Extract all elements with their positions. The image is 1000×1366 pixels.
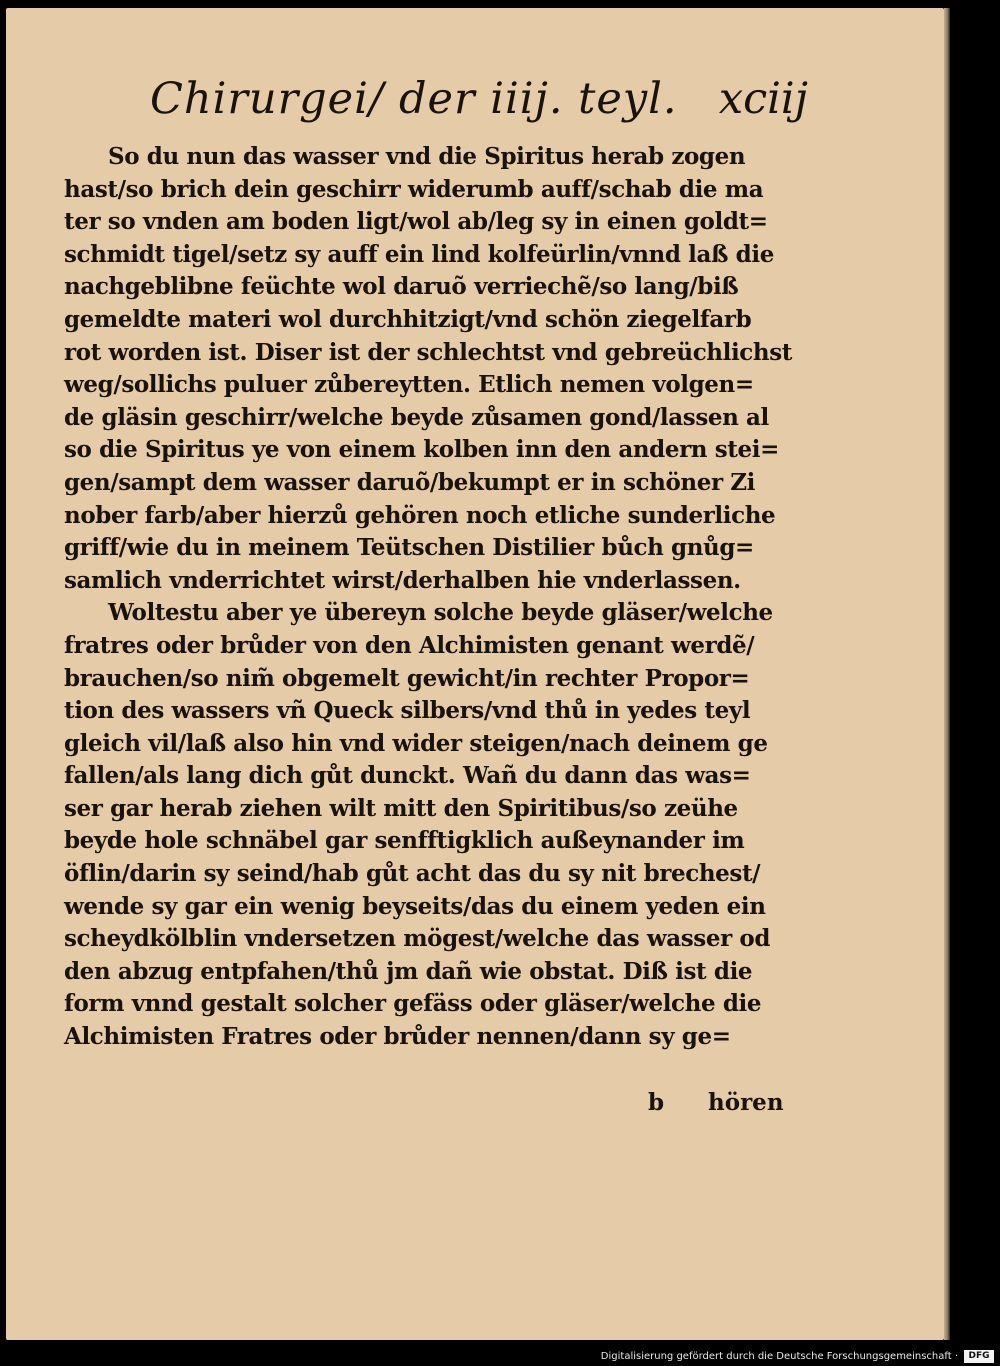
text-line: ser gar herab ziehen wilt mitt den Spiritibus/so zeühe [64,794,738,822]
text-line: öflin/darin sy seind/hab gůt acht das du sy nit brechest/ [64,860,761,888]
text-line: ter so vnden am boden ligt/wol ab/leg sy in einen goldt= [64,208,768,236]
text-line: Alchimisten Fratres oder brůder nennen/dann sy ge= [64,1023,731,1051]
page-edge [944,8,950,1340]
text-line: So du nun das wasser vnd die Spiritus herab zogen [108,143,746,170]
text-line: nober farb/aber hierzů gehören noch etliche sunderliche [64,501,776,529]
digitization-credit: Digitalisierung gefördert durch die Deutsche Forschungsgemeinschaft · [600,1351,958,1362]
text-line: fratres oder brůder von den Alchimisten genant werdẽ/ [64,631,755,659]
dfg-logo: DFG [964,1350,994,1363]
text-line: fallen/als lang dich gůt dunckt. Wañ du dann das was= [64,762,751,790]
text-line: so die Spiritus ye von einem kolben inn den andern stei= [64,436,779,464]
text-line: scheydkölblin vndersetzen mögest/welche das wasser od [64,925,771,953]
text-line: nachgeblibne feüchte wol daruõ verriechẽ/so lang/biß [64,273,739,301]
text-line: tion des wassers vñ Queck silbers/vnd thů in yedes teyl [64,697,751,725]
text-line: griff/wie du in meinem Teütschen Distilier bůch gnůg= [64,534,754,562]
text-line: schmidt tigel/setz sy auff ein lind kolfeürlin/vnnd laß die [64,240,774,268]
text-line: rot worden ist. Diser ist der schlechtst vnd gebreüchlichst [64,338,792,366]
folio-number: xciij [718,74,808,124]
body-text [64,141,824,1054]
text-line: weg/sollichs puluer zůbereytten. Etlich nemen volgen= [64,371,754,399]
catchword: hören [708,1089,784,1116]
text-line: den abzug entpfahen/thů jm dañ wie obstat. Diß ist die [64,957,753,985]
text-line: brauchen/so nim̃ obgemelt gewicht/in rechter Propor= [64,664,750,692]
text-line: beyde hole schnäbel gar senfftigklich außeynander im [64,827,745,855]
text-line: form vnnd gestalt solcher gefäss oder gläser/welche die [64,990,762,1018]
running-title: Chirurgei/ der iiij. teyl. [150,74,678,124]
signature-mark: b [648,1089,665,1116]
text-line: wende sy gar ein wenig beyseits/das du einem yeden ein [64,892,766,920]
running-header [150,74,820,134]
text-line: gen/sampt dem wasser daruõ/bekumpt er in schöner Zi [64,468,755,496]
text-line: Woltestu aber ye übereyn solche beyde gläser/welche [108,599,773,627]
text-line: de gläsin geschirr/welche beyde zůsamen gond/lassen al [64,403,769,431]
text-line: hast/so brich dein geschirr widerumb auff/schab die ma [64,175,764,203]
text-line: gemeldte materi wol durchhitzigt/vnd schön ziegelfarb [64,305,752,333]
text-line: samlich vnderrichtet wirst/derhalben hie vnderlassen. [64,566,741,594]
text-line: gleich vil/laß also hin vnd wider steigen/nach deinem ge [64,729,768,757]
